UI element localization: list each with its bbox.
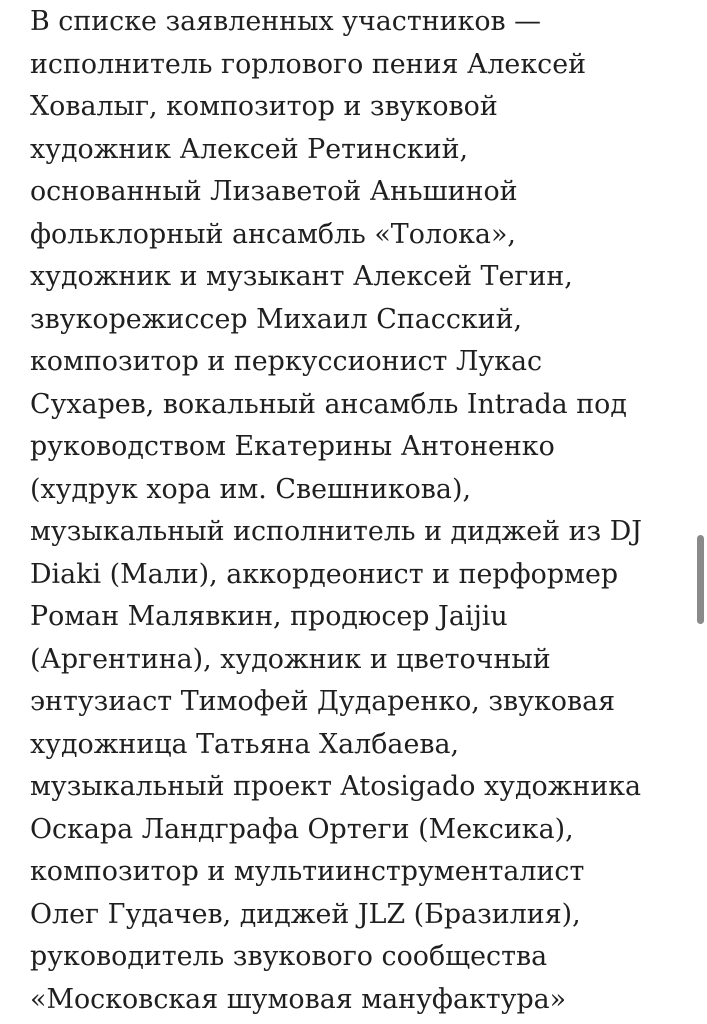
text-line: композитор и перкуссионист Лукас	[30, 346, 543, 377]
text-line: художник Алексей Ретинский,	[30, 133, 469, 165]
text-line: Сухарев, вокальный ансамбль Intrada под	[30, 388, 627, 420]
text-line: художник и музыкант Алексей Тегин,	[30, 261, 573, 292]
text-line: «Московская шумовая мануфактура»	[30, 983, 567, 1015]
text-line: Оскара Ландграфа Ортеги (Мексика),	[30, 813, 574, 845]
text-line: руководитель звукового сообщества	[30, 941, 548, 972]
text-line: композитор и мультиинструменталист	[30, 856, 585, 887]
text-line: музыкальный проект Atosigado художника	[30, 771, 642, 802]
text-line: исполнитель горлового пения Алексей	[30, 48, 587, 80]
text-line: энтузиаст Тимофей Дударенко, звуковая	[30, 686, 616, 717]
text-line: (худрук хора им. Свешникова),	[30, 473, 471, 505]
article-text	[30, 1, 700, 1021]
text-line: художница Татьяна Халбаева,	[30, 728, 460, 760]
text-line: Олег Гудачев, диджей JLZ (Бразилия),	[30, 898, 581, 930]
text-line: руководством Екатерины Антоненко	[30, 431, 555, 462]
text-line: (Аргентина), художник и цветочный	[30, 643, 551, 675]
text-line: Ховалыг, композитор и звуковой	[30, 91, 498, 122]
text-line: основанный Лизаветой Аньшиной	[30, 176, 518, 207]
text-line: музыкальный исполнитель и диджей из DJ	[30, 516, 643, 547]
text-line: фольклорный ансамбль «Толока»,	[30, 218, 516, 250]
text-line: Diaki (Мали), аккордеонист и перформер	[30, 558, 619, 590]
text-line: В списке заявленных участников —	[30, 6, 542, 37]
text-line: Роман Малявкин, продюсер Jaijiu	[30, 601, 508, 632]
text-line: звукорежиссер Михаил Спасский,	[30, 303, 523, 335]
scrollbar-thumb[interactable]	[697, 535, 704, 624]
